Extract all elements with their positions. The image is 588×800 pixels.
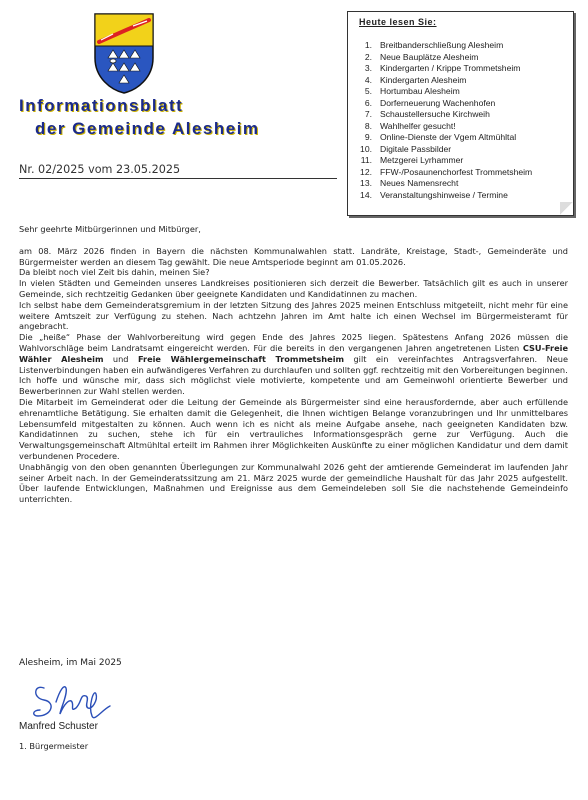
toc-item-number: 1. bbox=[364, 40, 372, 50]
toc-item bbox=[348, 121, 573, 133]
toc-item-label: Dorferneuerung Wachenhofen bbox=[380, 97, 496, 108]
toc-item-number: 14. bbox=[360, 189, 372, 200]
title-line-1: Informationsblatt bbox=[19, 96, 184, 115]
paragraph: In vielen Städten und Gemeinden unseres Landkreises positionieren sich derzeit die Bewerber. Tatsächlich gilt es auch in unserer Gemeinde, sich rechtzeitig Gedanken über geeignete Kandidaten und Kandidatinnen zu machen. bbox=[19, 278, 568, 299]
paragraph: Ich hoffe und wünsche mir, dass sich möglichst viele motivierte, kompetente und am Gemeinwohl orientierte Bewerber und Bewerberinnen zur Wahl stellen werden. bbox=[19, 375, 568, 397]
toc-item bbox=[348, 86, 573, 98]
toc-item bbox=[348, 98, 573, 110]
title-line-2: der Gemeinde Alesheim bbox=[35, 119, 260, 138]
toc-item bbox=[348, 132, 573, 144]
toc-item bbox=[348, 167, 573, 179]
signer-name: Manfred Schuster bbox=[19, 721, 98, 732]
toc-item-number: 10. bbox=[360, 143, 372, 154]
paragraph: Unabhängig von den oben genannten Überlegungen zur Kommunalwahl 2026 geht der amtierende Gemeinderat im laufenden Jahr seiner Arbeit nach. In der Gemeinderatssitzung am 21. März 2025 wurde der gemeindliche Haushalt für das Jahr 2025 aufgestellt. Über laufende Entwicklungen, Maßnahmen und Ereignisse aus dem Gemeindeleben soll Sie die nachstehende Gemeindeinfo unterrichten. bbox=[19, 461, 568, 505]
toc-list bbox=[348, 40, 573, 201]
list-name-fwg: Freie Wählergemeinschaft Trommetsheim bbox=[137, 353, 345, 364]
place-date: Alesheim, im Mai 2025 bbox=[19, 658, 122, 668]
toc-item-label: Online-Dienste der Vgem Altmühltal bbox=[380, 132, 517, 142]
toc-item-number: 8. bbox=[364, 120, 372, 131]
toc-item-label: Kindergarten / Krippe Trommetsheim bbox=[380, 63, 521, 73]
toc-item-number: 4. bbox=[364, 74, 372, 85]
toc-item-number: 13. bbox=[360, 178, 372, 188]
toc-item bbox=[348, 178, 573, 190]
paragraph: am 08. März 2026 finden in Bayern die nächsten Kommunalwahlen statt. Landräte, Kreistage, Stadt-, Gemeinderäte und Bürgermeister werden an diesem Tag gewählt. Die neue Amtsperiode beginnt am 01.05.2026. bbox=[19, 245, 568, 267]
toc-item-number: 7. bbox=[364, 109, 372, 119]
toc-item-label: Metzgerei Lyrhammer bbox=[380, 155, 464, 165]
paragraph: Die Mitarbeit im Gemeinderat oder die Leitung der Gemeinde als Bürgermeister sind eine herausfordernde, aber auch erfüllende ehrenamtliche Betätigung. Sie erhalten damit die Gelegenheit, die Ihnen wichtigen Belange voranzubringen und Ihr unmittelbares Lebensumfeld mitgestalten zu können. Auch wenn ich es nicht als meine Aufgabe ansehe, nach geeigneten Kandidaten bzw. Kandidatinnen zu suchen, stehe ich für ein vertrauliches Informationsgespräch gerne zur Verfügung. Auch die Verwaltungsgemeinschaft Altmühltal erteilt im Rahmen ihrer Möglichkeiten Auskünfte zu einer möglichen Kandidatur und dem damit verbundenen Procedere. bbox=[19, 396, 568, 461]
toc-item bbox=[348, 109, 573, 121]
toc-item-number: 9. bbox=[364, 132, 372, 142]
toc-heading: Heute lesen Sie: bbox=[359, 17, 437, 27]
handwritten-signature bbox=[30, 676, 118, 726]
issue-number: Nr. 02/2025 vom 23.05.2025 bbox=[19, 163, 337, 179]
paragraph-text: Die „heiße“ Phase der Wahlvorbereitung wird gegen Ende des Jahres 2025 liegen. Spätestens Anfang 2026 müssen die Wahlvorschläge beim Landratsamt eingereicht werden. Für die bereits in den vergangenen Jahren angetretenen Listen bbox=[19, 332, 568, 353]
toc-item-label: Neue Bauplätze Alesheim bbox=[380, 51, 479, 62]
page-curl-corner bbox=[560, 202, 573, 215]
toc-item-number: 6. bbox=[364, 97, 372, 108]
toc-item bbox=[348, 52, 573, 64]
toc-item bbox=[348, 63, 573, 75]
list-name-csu: CSU-Freie Wähler Alesheim bbox=[19, 342, 568, 364]
toc-item bbox=[348, 75, 573, 87]
toc-item bbox=[348, 40, 573, 52]
toc-item-label: FFW-/Posaunenchorfest Trommetsheim bbox=[380, 166, 533, 177]
toc-item-number: 2. bbox=[364, 51, 372, 62]
letter-body bbox=[19, 224, 568, 505]
toc-item-number: 11. bbox=[360, 155, 372, 165]
toc-item bbox=[348, 190, 573, 202]
paragraph-text: und bbox=[103, 353, 138, 364]
coat-of-arms bbox=[93, 12, 155, 94]
toc-item-number: 12. bbox=[360, 166, 372, 177]
toc-item-label: Wahlhelfer gesucht! bbox=[380, 120, 456, 131]
toc-item-number: 3. bbox=[364, 63, 372, 73]
toc-item-number: 5. bbox=[364, 86, 372, 96]
signer-role: 1. Bürgermeister bbox=[19, 741, 89, 751]
toc-item-label: Hortumbau Alesheim bbox=[380, 86, 460, 96]
paragraph: Da bleibt noch viel Zeit bis dahin, meinen Sie? bbox=[19, 267, 210, 278]
paragraph: Ich selbst habe dem Gemeinderatsgremium in der letzten Sitzung des Jahres 2025 meinen Entschluss mitgeteilt, nicht mehr für eine weitere Amtszeit zur Verfügung zu stehen. Nach achtzehn Jahren im Amt halte ich einen Wechsel im Bürgermeisteramt für angebracht. bbox=[19, 299, 568, 332]
toc-item bbox=[348, 155, 573, 167]
table-of-contents bbox=[347, 11, 574, 216]
newsletter-title bbox=[19, 96, 260, 139]
greeting: Sehr geehrte Mitbürgerinnen und Mitbürger, bbox=[19, 224, 201, 234]
toc-item-label: Veranstaltungshinweise / Termine bbox=[380, 189, 508, 200]
paragraph bbox=[19, 332, 568, 375]
toc-item-label: Neues Namensrecht bbox=[380, 178, 459, 188]
toc-item bbox=[348, 144, 573, 156]
toc-item-label: Kindergarten Alesheim bbox=[380, 74, 467, 85]
paragraph-text: gilt ein vereinfachtes Antragsverfahren. Neue Listenverbindungen haben ein aufwändigeres Verfahren zu durchlaufen und sollten ggf. rechtzeitig mit den Vorbereitungen beginnen. bbox=[19, 353, 568, 375]
toc-item-label: Breitbanderschließung Alesheim bbox=[380, 40, 504, 50]
toc-item-label: Digitale Passbilder bbox=[380, 143, 452, 154]
toc-item-label: Schaustellersuche Kirchweih bbox=[380, 109, 490, 119]
